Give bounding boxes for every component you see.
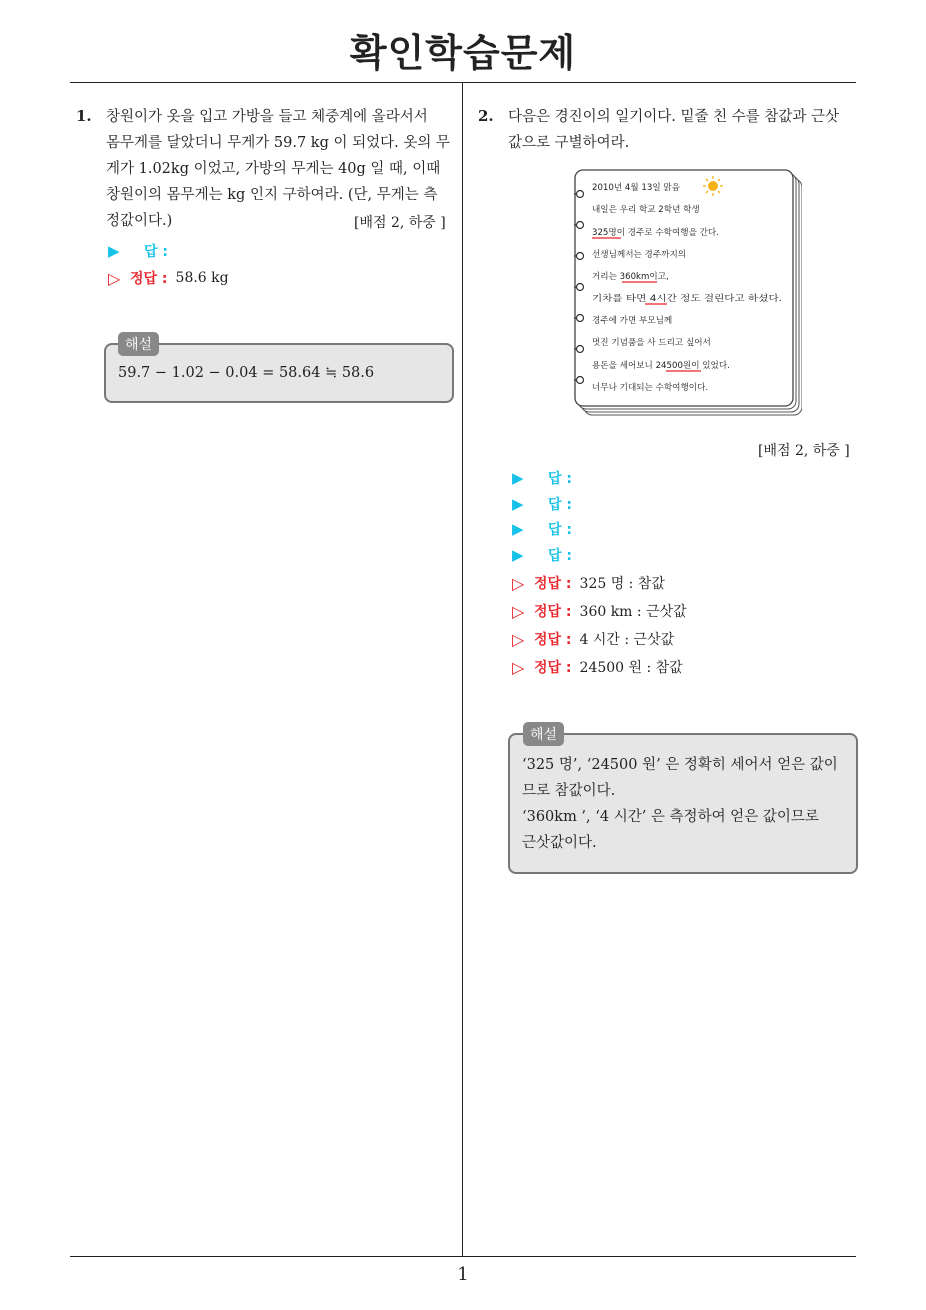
answer-label: 답 :: [548, 497, 572, 513]
question-2-answer-row: [512, 519, 572, 539]
outline-triangle-icon: ▷: [512, 573, 525, 593]
top-rule: [70, 82, 856, 83]
question-2-line: 다음은 경진이의 일기이다. 밑줄 친 수를 참값과 근삿: [508, 109, 840, 125]
diary-line: 기차를 타면 4시간 정도 걸린다고 하셨다.: [592, 294, 747, 304]
diary-line: 내일은 우리 학교 2학년 학생: [592, 205, 700, 215]
correct-value: 360 km : 근삿값: [579, 604, 687, 620]
correct-value: 24500 원 : 참값: [579, 660, 683, 676]
question-1-correct-row: [108, 268, 229, 288]
page-number: 1: [457, 1264, 469, 1285]
question-1-explanation: 59.7 − 1.02 − 0.04 = 58.64 ≒ 58.6: [118, 365, 375, 381]
outline-triangle-icon: ▷: [512, 601, 525, 621]
question-1-line: 게가 1.02kg 이었고, 가방의 무게는 40g 일 때, 이때: [106, 161, 441, 177]
diary-line: 선생님께서는 경주까지의: [592, 250, 687, 260]
diary-line: 325명이 경주로 수학여행을 간다.: [592, 228, 719, 238]
explanation-line: 므로 참값이다.: [522, 783, 616, 799]
question-2-answer-row: [512, 545, 572, 565]
diary-line: 멋진 기념품을 사 드리고 싶어서: [592, 338, 711, 348]
question-1-line: 창원이가 옷을 입고 가방을 들고 체중계에 올라서서: [106, 109, 428, 125]
answer-label: 답 :: [548, 471, 572, 487]
explanation-tab: 해설: [118, 332, 159, 356]
bottom-rule: [70, 1256, 856, 1257]
question-2-correct-row: [512, 573, 665, 593]
answer-label: 답 :: [548, 522, 572, 538]
question-2-text: [508, 104, 858, 156]
outline-triangle-icon: ▷: [512, 629, 525, 649]
outline-triangle-icon: ▷: [108, 268, 121, 288]
explanation-line: ‘325 명’, ‘24500 원’ 은 정확히 세어서 얻은 값이: [522, 757, 838, 773]
play-triangle-icon: ▶: [512, 520, 524, 538]
correct-label: 정답 :: [534, 660, 572, 676]
question-1-line: 창원이의 몸무게는 kg 인지 구하여라. (단, 무게는 측: [106, 187, 438, 203]
play-triangle-icon: ▶: [512, 469, 524, 487]
question-1-score: [배점 2, 하중 ]: [354, 215, 446, 231]
question-1-answer-row: [108, 241, 168, 261]
explanation-tab: 해설: [523, 722, 564, 746]
outline-triangle-icon: ▷: [512, 657, 525, 677]
diary-line: 거리는 360km이고,: [592, 272, 669, 282]
explanation-line: ‘360km ’, ‘4 시간’ 은 측정하여 얻은 값이므로: [522, 809, 819, 825]
question-1-number: 1.: [76, 107, 92, 125]
diary-line: 용돈을 세어보니 24500원이 있었다.: [592, 361, 730, 371]
correct-label: 정답 :: [130, 271, 168, 287]
answer-label: 답 :: [548, 548, 572, 564]
question-2-correct-row: [512, 601, 687, 621]
question-2-answer-row: [512, 494, 572, 514]
answer-label: 답 :: [144, 244, 168, 260]
diary-line: 경주에 가면 부모님께: [592, 316, 673, 326]
question-2-correct-row: [512, 657, 683, 677]
correct-label: 정답 :: [534, 604, 572, 620]
question-2-line: 값으로 구별하여라.: [508, 135, 630, 151]
diary-line: 2010년 4월 13일 맑음: [592, 183, 680, 193]
diary-line: 너무나 기대되는 수학여행이다.: [592, 383, 709, 393]
question-2-correct-row: [512, 629, 674, 649]
question-1-line: 몸무게를 달았더니 무게가 59.7 kg 이 되었다. 옷의 무: [106, 135, 450, 151]
question-2-answer-row: [512, 468, 572, 488]
play-triangle-icon: ▶: [512, 546, 524, 564]
play-triangle-icon: ▶: [512, 495, 524, 513]
explanation-line: 근삿값이다.: [522, 835, 597, 851]
page-title: 확인학습문제: [349, 31, 577, 75]
correct-value: 325 명 : 참값: [579, 576, 665, 592]
correct-value: 4 시간 : 근삿값: [579, 632, 675, 648]
column-divider: [462, 82, 463, 1257]
correct-value: 58.6 kg: [175, 270, 229, 286]
sun-icon: [703, 176, 723, 196]
question-2-explanation: [522, 752, 848, 856]
correct-label: 정답 :: [534, 632, 572, 648]
correct-label: 정답 :: [534, 576, 572, 592]
question-2-score: [배점 2, 하중 ]: [758, 443, 850, 459]
diary-illustration: [574, 168, 802, 416]
question-1-line: 정값이다.): [106, 213, 173, 229]
question-2-number: 2.: [478, 107, 494, 125]
play-triangle-icon: ▶: [108, 242, 120, 260]
